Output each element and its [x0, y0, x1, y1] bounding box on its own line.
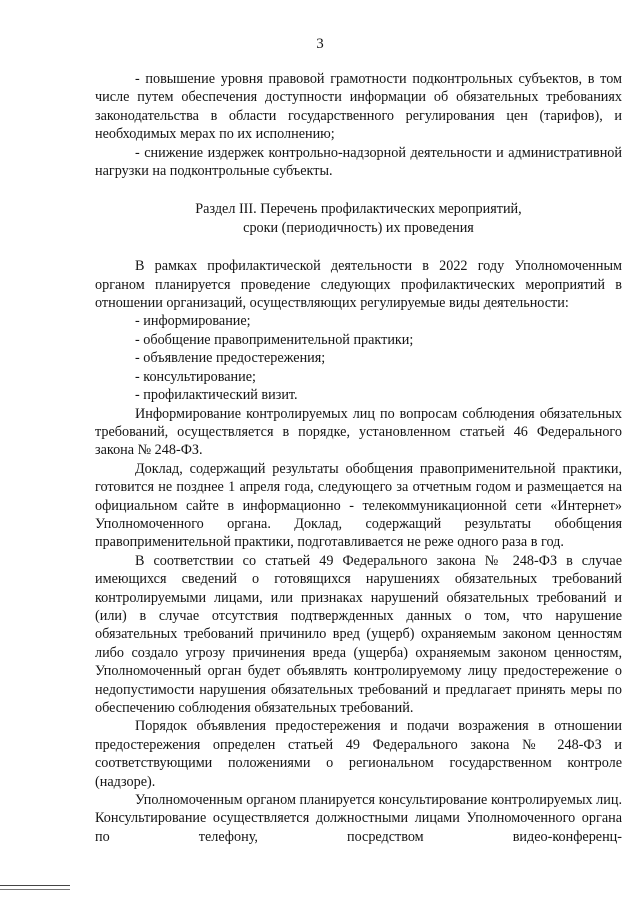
page-number: 3 [316, 36, 324, 52]
section-heading-line: Раздел III. Перечень профилактических мероприятий, [195, 201, 522, 218]
measure-item: - объявление предостережения; [135, 350, 326, 367]
measure-item: - консультирование; [135, 368, 256, 385]
body-paragraph: Доклад, содержащий результаты обобщения правоприменительной практики, готовится не позднее 1 апреля года, следующего за отчетным годом и размещается на официальном сайте в информационно - телекоммуникационной сети «Интернет» Уполномоченного органа. Доклад, содержащий результаты обобщения правоприменительной практики, подготавливается не реже одного раза в год. [95, 460, 622, 551]
footnote-separator [0, 889, 70, 890]
body-paragraph: Уполномоченным органом планируется консультирование контролируемых лиц. Консультирование осуществляется должностными лицами Уполномоченного органа по телефону, посредством видео-конференц- [95, 792, 622, 845]
footnote-separator [0, 885, 70, 886]
section-heading-line: сроки (периодичность) их проведения [243, 219, 474, 236]
measure-item: - информирование; [135, 313, 251, 330]
goal-item: - снижение издержек контрольно-надзорной деятельности и административной нагрузки на подконтрольные субъекты. [95, 144, 622, 180]
body-paragraph: Порядок объявления предостережения и подачи возражения в отношении предостережения определен статьей 49 Федерального закона № 248-ФЗ и соответствующими положениями о региональном государственном контроле (надзоре). [95, 718, 622, 790]
document-body [95, 70, 622, 865]
measure-item: - обобщение правоприменительной практики; [135, 331, 414, 348]
goal-item: - повышение уровня правовой грамотности подконтрольных субъектов, в том числе путем обеспечения доступности информации об обязательных требованиях законодательства в области государственного регулирования цен (тарифов), и необходимых мерах по их исполнению; [95, 71, 622, 143]
measure-item: - профилактический визит. [135, 387, 298, 404]
body-paragraph: В соответствии со статьей 49 Федерального закона № 248-ФЗ в случае имеющихся сведений о готовящихся нарушениях обязательных требований контролируемыми лицами, или признаках нарушений обязательных требований и (или) в случае отсутствия подтвержденных данных о том, что нарушение обязательных требований причинило вред (ущерб) охраняемым законом ценностям либо создало угрозу причинения вреда (ущерба) охраняемым законом ценностям, Уполномоченный орган будет объявлять контролируемому лицу предостережение о недопустимости нарушения обязательных требований и предлагает принять меры по обеспечению соблюдения обязательных требований. [95, 552, 622, 716]
intro-paragraph: В рамках профилактической деятельности в 2022 году Уполномоченным органом планируется проведение следующих профилактических мероприятий в отношении организаций, осуществляющих регулируемые виды деятельности: [95, 258, 622, 312]
section-heading [95, 200, 622, 237]
body-paragraph: Информирование контролируемых лиц по вопросам соблюдения обязательных требований, осуществляется в порядке, установленном статьей 46 Федерального закона № 248-ФЗ. [95, 405, 622, 459]
